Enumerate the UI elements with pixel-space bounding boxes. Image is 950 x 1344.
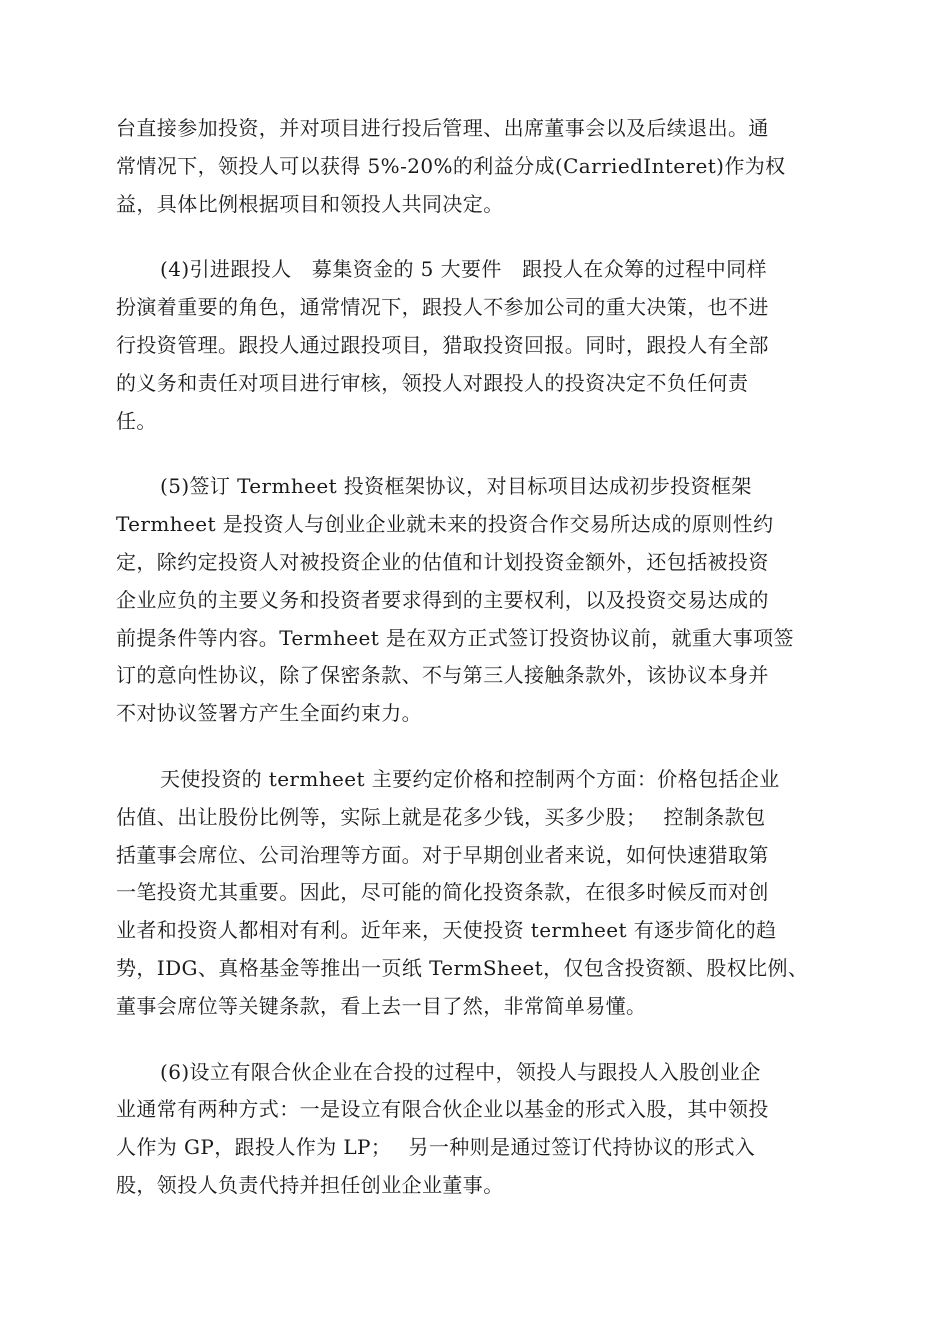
paragraph <box>116 761 834 1026</box>
paragraph-line: (6)设立有限合伙企业在合投的过程中，领投人与跟投人入股创业企 <box>160 1059 761 1084</box>
paragraph-line: 不对协议签署方产生全面约束力。 <box>116 701 422 726</box>
paragraph-line: 行投资管理。跟投人通过跟投项目，猎取投资回报。同时，跟投人有全部 <box>116 332 769 357</box>
paragraph <box>116 1054 834 1205</box>
paragraph-line: 董事会席位等关键条款，看上去一目了然，非常简单易懂。 <box>116 993 647 1018</box>
paragraph-line: 定，除约定投资人对被投资企业的估值和计划投资金额外，还包括被投资 <box>116 549 769 574</box>
paragraph-line: 的义务和责任对项目进行审核，领投人对跟投人的投资决定不负任何责 <box>116 370 749 395</box>
paragraph-line: (5)签订 Termheet 投资框架协议，对目标项目达成初步投资框架 <box>160 474 752 499</box>
paragraph-line: 括董事会席位、公司治理等方面。对于早期创业者来说，如何快速猎取第 <box>116 842 769 867</box>
paragraph-line: 益，具体比例根据项目和领投人共同决定。 <box>116 191 504 216</box>
paragraph-line: 人作为 GP，跟投人作为 LP； 另一种则是通过签订代持协议的形式入 <box>116 1135 756 1160</box>
paragraph <box>116 110 834 223</box>
paragraph-line: 常情况下，领投人可以获得 5%-20%的利益分成(CarriedInteret)作为权 <box>116 153 786 178</box>
paragraph-line: 股，领投人负责代持并担任创业企业董事。 <box>116 1172 504 1197</box>
paragraph-line: 业者和投资人都相对有利。近年来，天使投资 termheet 有逐步简化的趋 <box>116 918 777 943</box>
paragraph-line: 天使投资的 termheet 主要约定价格和控制两个方面：价格包括企业 <box>160 766 780 791</box>
paragraph-line: 业通常有两种方式：一是设立有限合伙企业以基金的形式入股，其中领投 <box>116 1097 769 1122</box>
paragraph-line: (4)引进跟投人 募集资金的 5 大要件 跟投人在众筹的过程中同样 <box>160 257 767 282</box>
paragraph <box>116 251 834 440</box>
paragraph-line: Termheet 是投资人与创业企业就未来的投资合作交易所达成的原则性约 <box>116 512 774 537</box>
document-body <box>116 110 834 1205</box>
paragraph-line: 前提条件等内容。Termheet 是在双方正式签订投资协议前，就重大事项签 <box>116 625 794 650</box>
paragraph-line: 一笔投资尤其重要。因此，尽可能的简化投资条款，在很多时候反而对创 <box>116 880 769 905</box>
paragraph-line: 任。 <box>116 408 157 433</box>
paragraph-line: 势，IDG、真格基金等推出一页纸 TermSheet，仅包含投资额、股权比例、 <box>116 955 809 980</box>
paragraph-line: 估值、出让股份比例等，实际上就是花多少钱，买多少股； 控制条款包 <box>116 804 766 829</box>
paragraph-line: 企业应负的主要义务和投资者要求得到的主要权利，以及投资交易达成的 <box>116 587 769 612</box>
paragraph <box>116 468 834 733</box>
paragraph-line: 扮演着重要的角色，通常情况下，跟投人不参加公司的重大决策，也不进 <box>116 295 769 320</box>
paragraph-line: 订的意向性协议，除了保密条款、不与第三人接触条款外，该协议本身并 <box>116 663 769 688</box>
paragraph-line: 台直接参加投资，并对项目进行投后管理、出席董事会以及后续退出。通 <box>116 116 769 140</box>
